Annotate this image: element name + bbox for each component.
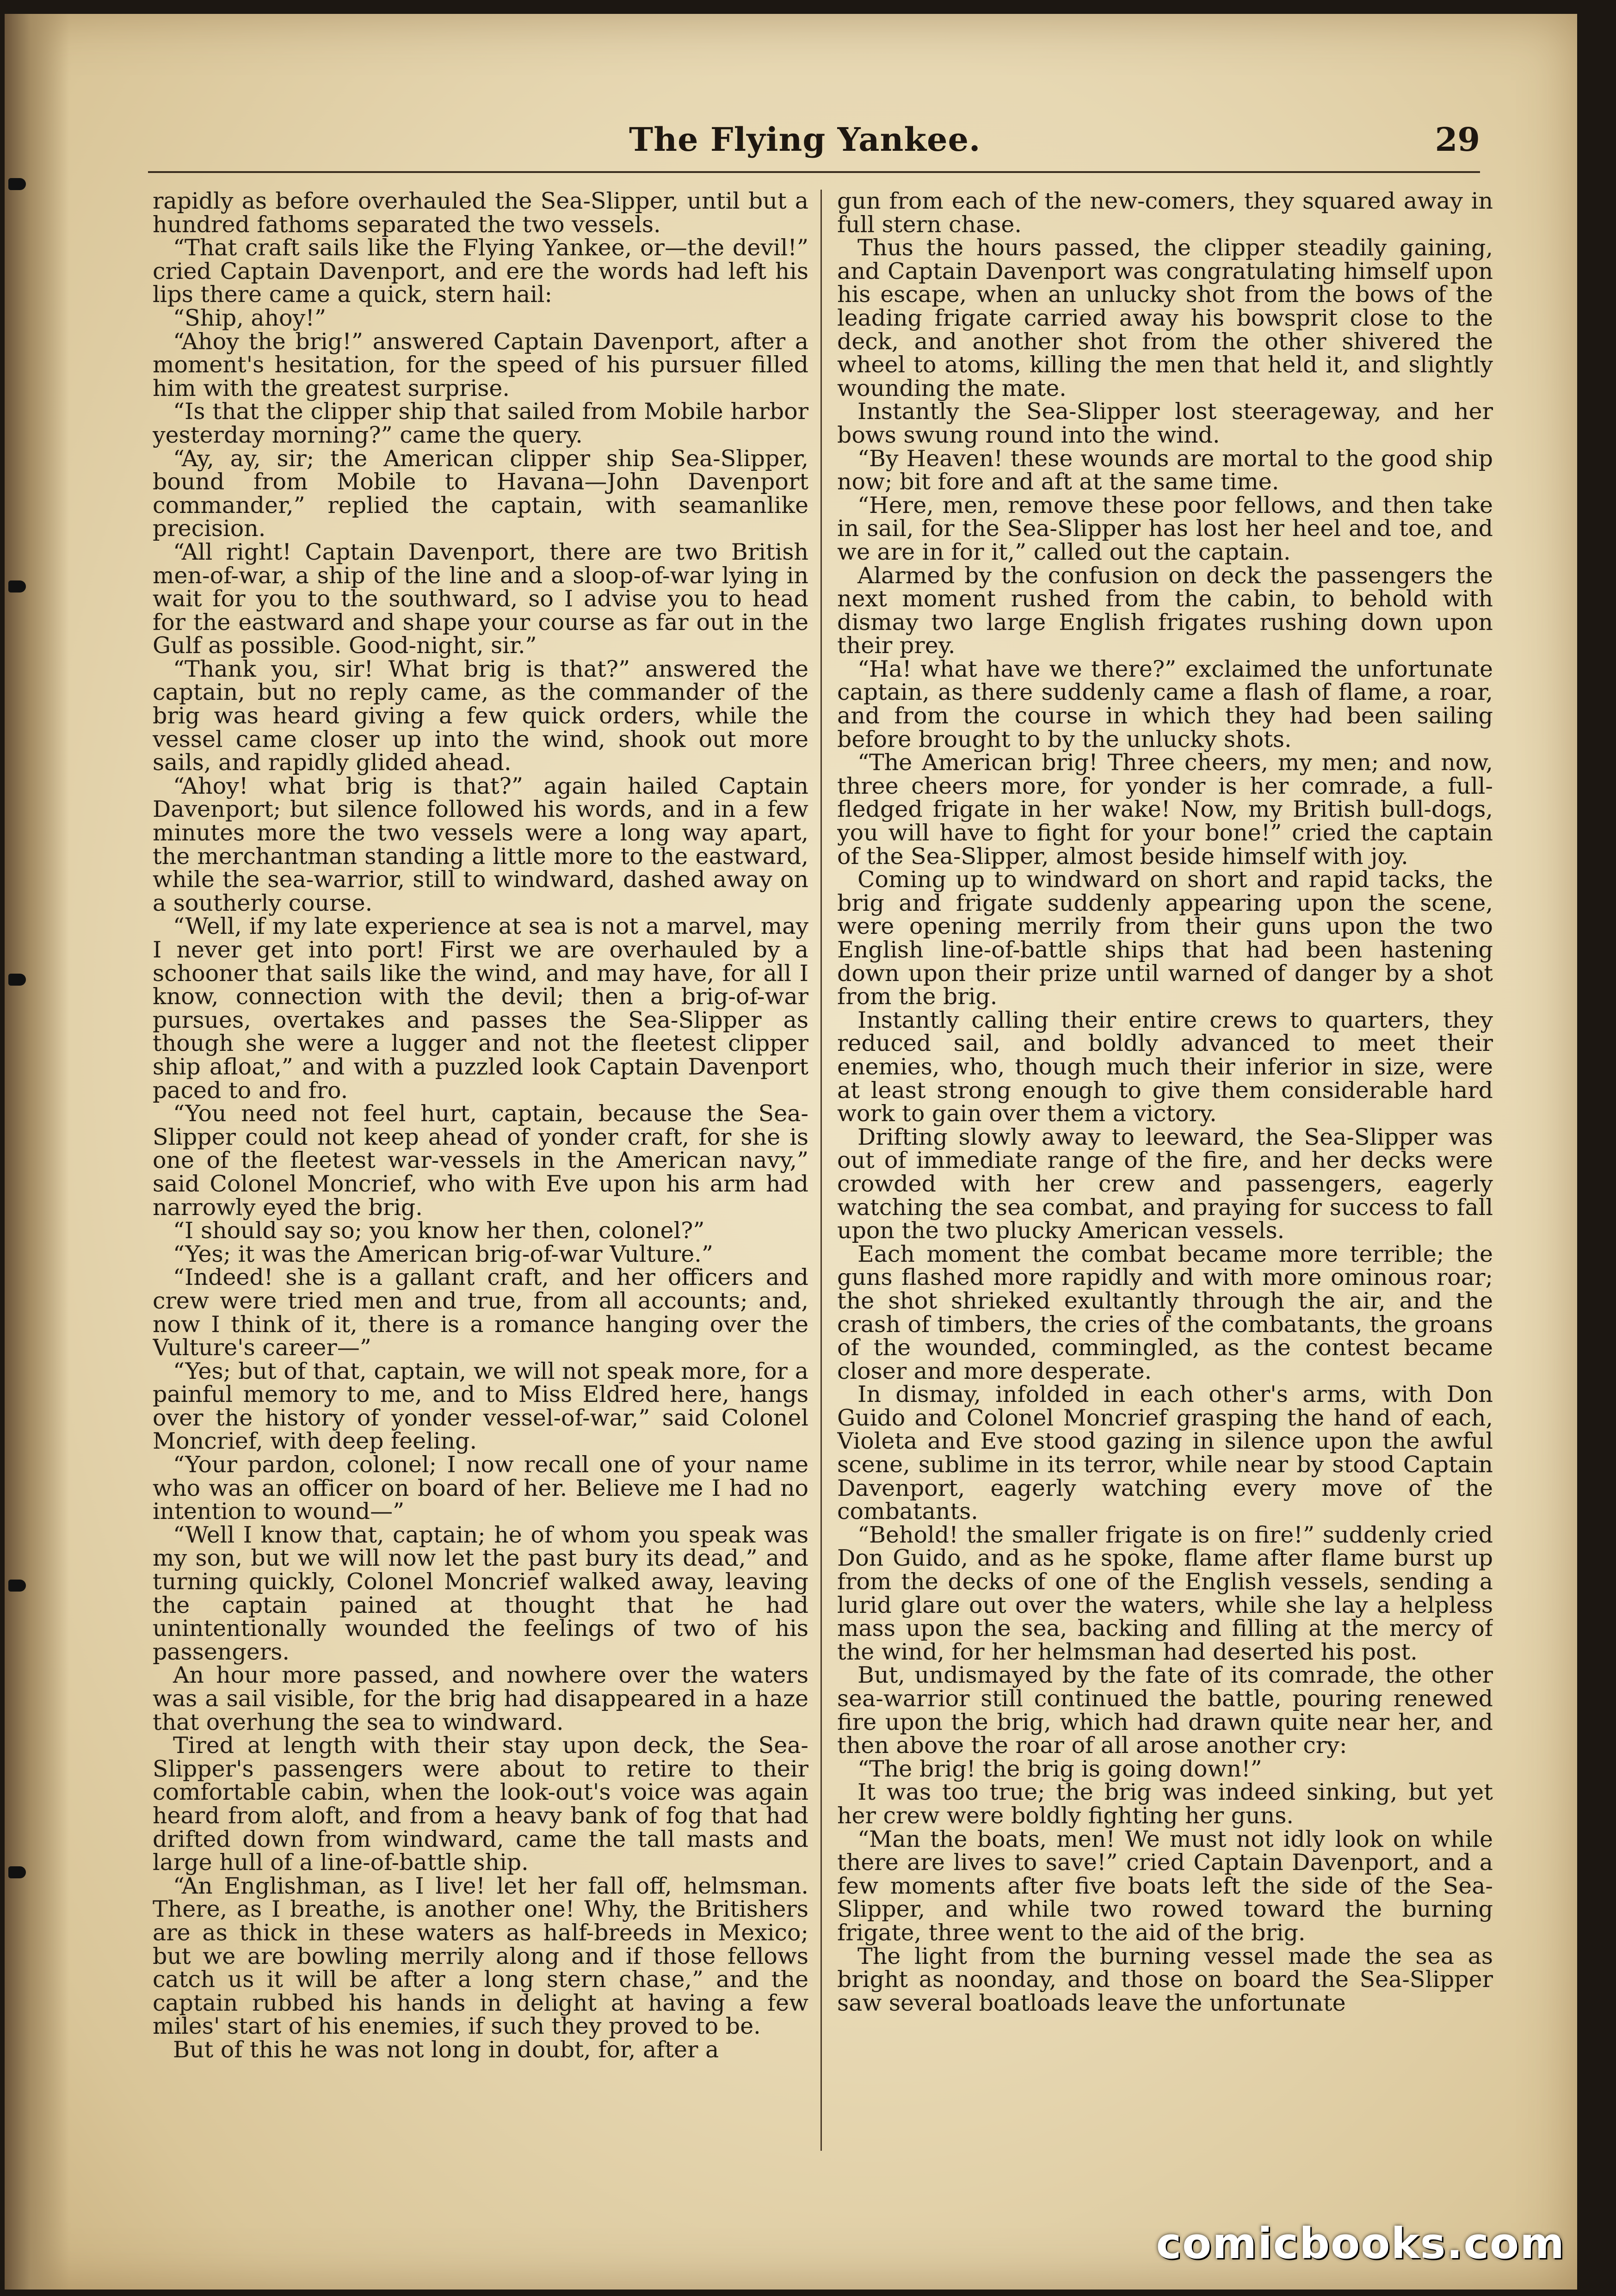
paragraph: “Ahoy! what brig is that?” again hailed Captain Davenport; but silence followed his words, and in a few minutes more the two vessels were a long way apart, the merchantman standing a little more to the eastward, while the sea-warrior, still to windward, dashed away on a southerly course.	[153, 772, 808, 916]
paragraph: “Ship, ahoy!”	[173, 304, 327, 331]
paragraph: Each moment the combat became more terrible; the guns flashed more rapidly and with more ominous roar; the shot shrieked exultantly through the air, and the crash of timbers, the cries of the combatants, the groans of the wounded, commingled, as the contest became closer and more desperate.	[837, 1241, 1493, 1384]
paragraph: “Here, men, remove these poor fellows, and then take in sail, for the Sea-Slipper has lost her heel and toe, and we are in for it,” called out the captain.	[837, 492, 1493, 565]
paragraph: “Your pardon, colonel; I now recall one of your name who was an officer on board of her. Believe me I had no intention to wound—”	[153, 1451, 808, 1525]
paragraph: In dismay, infolded in each other's arms, with Don Guido and Colonel Moncrief grasping the hand of each, Violeta and Eve stood gazing in silence upon the awful scene, sublime in its terror, while near by stood Captain Davenport, eagerly watching every move of the combatants.	[837, 1381, 1493, 1525]
paragraph: Coming up to windward on short and rapid tacks, the brig and frigate suddenly appearing upon the scene, were opening merrily from their guns upon the two English line-of-battle ships that had been hastening down upon their prize until warned of danger by a shot from the brig.	[837, 866, 1493, 1010]
binding-hole	[8, 1866, 26, 1878]
header-rule	[148, 171, 1480, 173]
running-title: The Flying Yankee.	[629, 120, 981, 159]
binding-hole	[8, 178, 26, 190]
paragraph: “Thank you, sir! What brig is that?” answered the captain, but no reply came, as the commander of the brig was heard giving a few quick orders, while the vessel came closer up into the wind, shook out more sails, and rapidly glided ahead.	[153, 655, 808, 776]
paragraph: “Ahoy the brig!” answered Captain Davenport, after a moment's hesitation, for the speed of his pursuer filled him with the greatest surprise.	[153, 328, 808, 401]
paragraph: “All right! Captain Davenport, there are two British men-of-war, a ship of the line and a sloop-of-war lying in wait for you to the southward, so I advise you to head for the eastward and shape your course as far out in the Gulf as possible. Good-night, sir.”	[153, 538, 808, 659]
paragraph: “By Heaven! these wounds are mortal to the good ship now; bit fore and aft at the same time.	[837, 445, 1493, 495]
paragraph: “Yes; but of that, captain, we will not speak more, for a painful memory to me, and to Miss Eldred here, hangs over the history of yonder vessel-of-war,” said Colonel Moncrief, with deep feeling.	[153, 1358, 808, 1455]
paragraph: But of this he was not long in doubt, for, after a	[173, 2036, 719, 2063]
paragraph: “Well I know that, captain; he of whom you speak was my son, but we will now let the past bury its dead,” and turning quickly, Colonel Moncrief walked away, leaving the captain pained at thought that he had unintentionally wounded the feelings of two of his passengers.	[153, 1521, 808, 1665]
paragraph: “You need not feel hurt, captain, because the Sea-Slipper could not keep ahead of yonder craft, for she is one of the fleetest war-vessels in the American navy,” said Colonel Moncrief, who with Eve upon his arm had narrowly eyed the brig.	[153, 1100, 808, 1221]
page-number: 29	[1435, 120, 1480, 159]
paragraph: Instantly calling their entire crews to quarters, they reduced sail, and boldly advanced to meet their enemies, who, though much their inferior in size, were at least strong enough to give them considerable hard work to gain over them a victory.	[837, 1006, 1493, 1127]
paragraph: Instantly the Sea-Slipper lost steerageway, and her bows swung round into the wind.	[837, 398, 1493, 448]
binding-hole	[8, 1580, 26, 1592]
paragraph: “Behold! the smaller frigate is on fire!” suddenly cried Don Guido, and as he spoke, flame after flame burst up from the decks of one of the English vessels, sending a lurid glare out over the waters, while she lay a helpless mass upon the sea, backing and filling at the mercy of the wind, for her helmsman had deserted his post.	[837, 1521, 1493, 1665]
column-divider	[820, 190, 822, 2151]
paragraph: “Is that the clipper ship that sailed from Mobile harbor yesterday morning?” came the query.	[153, 398, 808, 448]
paragraph: The light from the burning vessel made the sea as bright as noonday, and those on board the Sea-Slipper saw several boatloads leave the unfortunate	[837, 1943, 1493, 2016]
paragraph: “The brig! the brig is going down!”	[857, 1755, 1262, 1782]
paragraph: “Ha! what have we there?” exclaimed the unfortunate captain, as there suddenly came a flash of flame, a roar, and from the course in which they had been sailing before brought to by the unlucky shots.	[837, 655, 1493, 753]
paragraph: Drifting slowly away to leeward, the Sea-Slipper was out of immediate range of the fire, and her decks were crowded with her crew and passengers, eagerly watching the sea combat, and praying for success to fall upon the two plucky American vessels.	[837, 1123, 1493, 1244]
paragraph: “The American brig! Three cheers, my men; and now, three cheers more, for yonder is her comrade, a full-fledged frigate in her wake! Now, my British bull-dogs, you will have to fight for your bone!” cried the captain of the Sea-Slipper, almost beside himself with joy.	[837, 749, 1493, 870]
page-gutter	[5, 14, 69, 2290]
paragraph: “Yes; it was the American brig-of-war Vulture.”	[173, 1241, 713, 1267]
paragraph: “That craft sails like the Flying Yankee, or—the devil!” cried Captain Davenport, and ere the words had left his lips there came a quick, stern hail:	[153, 235, 808, 308]
paragraph: Thus the hours passed, the clipper steadily gaining, and Captain Davenport was congratulating himself upon his escape, when an unlucky shot from the bows of the leading frigate carried away his bowsprit close to the deck, and another shot from the other shivered the wheel to atoms, killing the men that held it, and slightly wounding the mate.	[837, 235, 1493, 401]
paragraph: An hour more passed, and nowhere over the waters was a sail visible, for the brig had disappeared in a haze that overhung the sea to windward.	[153, 1662, 808, 1735]
paragraph: rapidly as before overhauled the Sea-Slipper, until but a hundred fathoms separated the two vessels.	[153, 190, 808, 238]
paragraph: Tired at length with their stay upon deck, the Sea-Slipper's passengers were about to retire to their comfortable cabin, when the look-out's voice was again heard from aloft, and from a heavy bank of fog that had drifted down from windward, came the tall masts and large hull of a line-of-battle ship.	[153, 1732, 808, 1876]
text-column-left	[153, 190, 808, 2151]
paragraph: But, undismayed by the fate of its comrade, the other sea-warrior still continued the battle, pouring renewed fire upon the brig, which had drawn quite near her, and then above the roar of all arose another cry:	[837, 1662, 1493, 1759]
paragraph: “I should say so; you know her then, colonel?”	[173, 1217, 705, 1244]
binding-hole	[8, 580, 26, 593]
paragraph: It was too true; the brig was indeed sinking, but yet her crew were boldly fighting her guns.	[837, 1779, 1493, 1829]
paragraph: “Well, if my late experience at sea is not a marvel, may I never get into port! First we are overhauled by a schooner that sails like the wind, and may have, for all I know, connection with the devil; then a brig-of-war pursues, overtakes and passes the Sea-Slipper as though she were a lugger and not the fleetest clipper ship afloat,” and with a puzzled look Captain Davenport paced to and fro.	[153, 913, 808, 1104]
running-header	[148, 106, 1480, 176]
text-column-right	[837, 190, 1493, 2151]
paragraph: “Ay, ay, sir; the American clipper ship Sea-Slipper, bound from Mobile to Havana—John Davenport commander,” replied the captain, with seamanlike precision.	[153, 445, 808, 542]
binding-hole	[8, 974, 26, 986]
source-watermark: comicbooks.com	[1156, 2219, 1565, 2268]
paragraph: gun from each of the new-comers, they squared away in full stern chase.	[837, 190, 1493, 238]
paragraph: “Man the boats, men! We must not idly look on while there are lives to save!” cried Captain Davenport, and a few moments after five boats left the side of the Sea-Slipper, and while two rowed toward the burning frigate, three went to the aid of the brig.	[837, 1826, 1493, 1946]
paragraph: “An Englishman, as I live! let her fall off, helmsman. There, as I breathe, is another one! Why, the Britishers are as thick in these waters as half-breeds in Mexico; but we are bowling merrily along and if those fellows catch us it will be after a long stern chase,” and the captain rubbed his hands in delight at having a few miles' start of his enemies, if such they proved to be.	[153, 1872, 808, 2040]
paragraph: Alarmed by the confusion on deck the passengers the next moment rushed from the cabin, to behold with dismay two large English frigates rushing down upon their prey.	[837, 562, 1493, 659]
paragraph: “Indeed! she is a gallant craft, and her officers and crew were tried men and true, from all accounts; and, now I think of it, there is a romance hanging over the Vulture's career—”	[153, 1264, 808, 1361]
